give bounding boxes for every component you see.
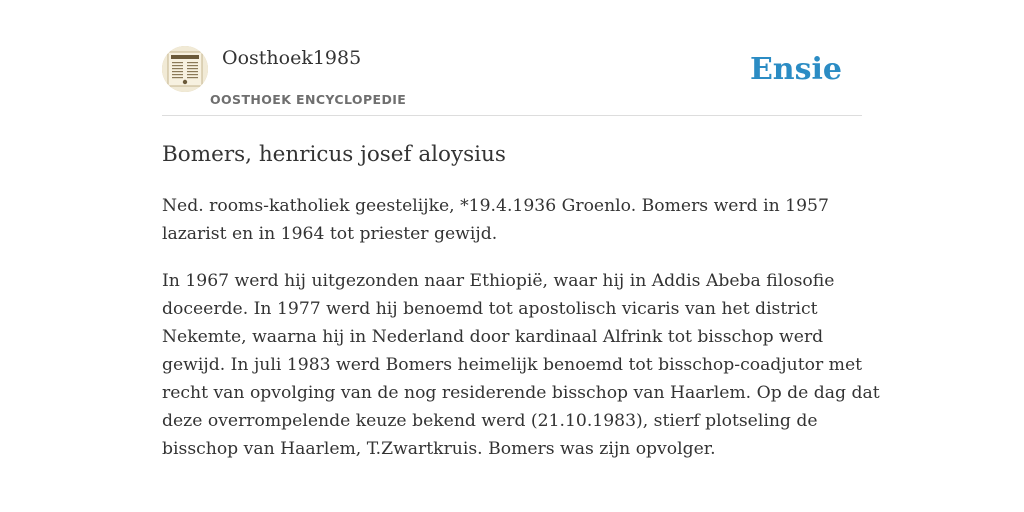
- paragraph-line: doceerde. In 1977 werd hij benoemd tot apostolisch vicaris van het district: [162, 299, 818, 319]
- paragraph-line: lazarist en in 1964 tot priester gewijd.: [162, 224, 498, 244]
- paragraph-2: [162, 267, 880, 463]
- header: [162, 44, 862, 116]
- paragraph-line: bisschop van Haarlem, T.Zwartkruis. Bomers was zijn opvolger.: [162, 439, 716, 459]
- paragraph-1: [162, 192, 862, 248]
- paragraph-line: In 1967 werd hij uitgezonden naar Ethiopië, waar hij in Addis Abeba filosofie: [162, 271, 835, 291]
- author-name[interactable]: Oosthoek1985: [222, 47, 362, 69]
- avatar[interactable]: [162, 46, 208, 92]
- paragraph-line: Ned. rooms-katholiek geestelijke, *19.4.1936 Groenlo. Bomers werd in 1957: [162, 196, 829, 216]
- paragraph-line: deze overrompelende keuze bekend werd (21.10.1983), stierf plotseling de: [162, 411, 818, 431]
- paragraph-line: recht van opvolging van de nog residerende bisschop van Haarlem. Op de dag dat: [162, 383, 880, 403]
- article-card: [162, 44, 880, 459]
- article-title: Bomers, henricus josef aloysius: [162, 142, 506, 167]
- encyclopedia-page-icon: [162, 46, 208, 92]
- source-label[interactable]: OOSTHOEK ENCYCLOPEDIE: [210, 92, 407, 107]
- paragraph-line: gewijd. In juli 1983 werd Bomers heimelijk benoemd tot bisschop-coadjutor met: [162, 355, 863, 375]
- brand-logo[interactable]: Ensie: [749, 52, 842, 87]
- paragraph-line: Nekemte, waarna hij in Nederland door kardinaal Alfrink tot bisschop werd: [162, 327, 824, 347]
